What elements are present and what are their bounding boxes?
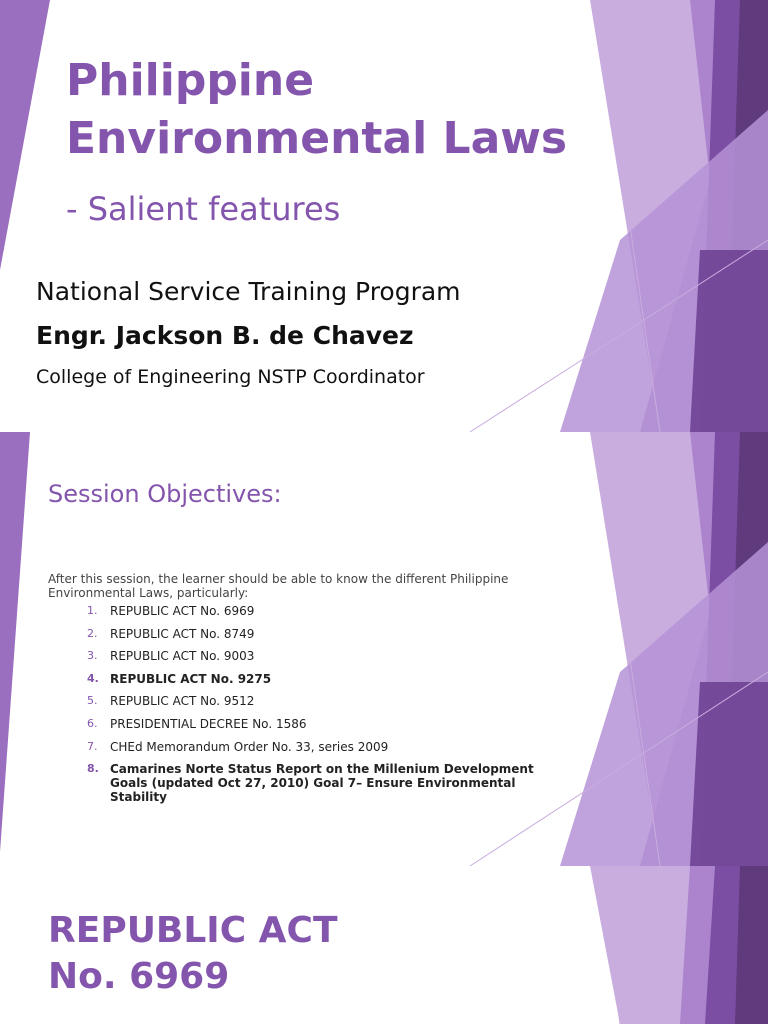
presenter-name: Engr. Jackson B. de Chavez — [36, 321, 414, 350]
list-item: 6. PRESIDENTIAL DECREE No. 1586 — [87, 716, 307, 731]
objectives-list — [48, 604, 568, 813]
list-item: 7. CHEd Memorandum Order No. 33, series 2009 — [87, 739, 389, 754]
program-name: National Service Training Program — [36, 277, 461, 306]
list-item: 1. REPUBLIC ACT No. 6969 — [87, 604, 255, 618]
page-subtitle: - Salient features — [66, 190, 341, 228]
list-item: 8. Camarines Norte Status Report on the Millenium Development Goals (updated Oct 27, 2010) Goal 7– Ensure Environmental Stability — [87, 762, 534, 805]
objectives-intro: After this session, the learner should be able to know the different Philippine Environmental Laws, particularly: — [48, 572, 509, 600]
slide-objectives — [0, 432, 768, 866]
list-item: 2. REPUBLIC ACT No. 8749 — [87, 626, 255, 641]
presenter-role: College of Engineering NSTP Coordinator — [36, 366, 425, 388]
slide-ra-6969 — [0, 866, 768, 1024]
list-item: 3. REPUBLIC ACT No. 9003 — [87, 649, 255, 664]
list-item: 5. REPUBLIC ACT No. 9512 — [87, 694, 255, 709]
list-item: 4. REPUBLIC ACT No. 9275 — [87, 671, 272, 686]
page-title: Philippine Environmental Laws — [66, 55, 568, 164]
section-title: REPUBLIC ACT No. 6969 — [48, 910, 338, 997]
slide-title — [0, 0, 768, 432]
objectives-title: Session Objectives: — [48, 480, 282, 508]
